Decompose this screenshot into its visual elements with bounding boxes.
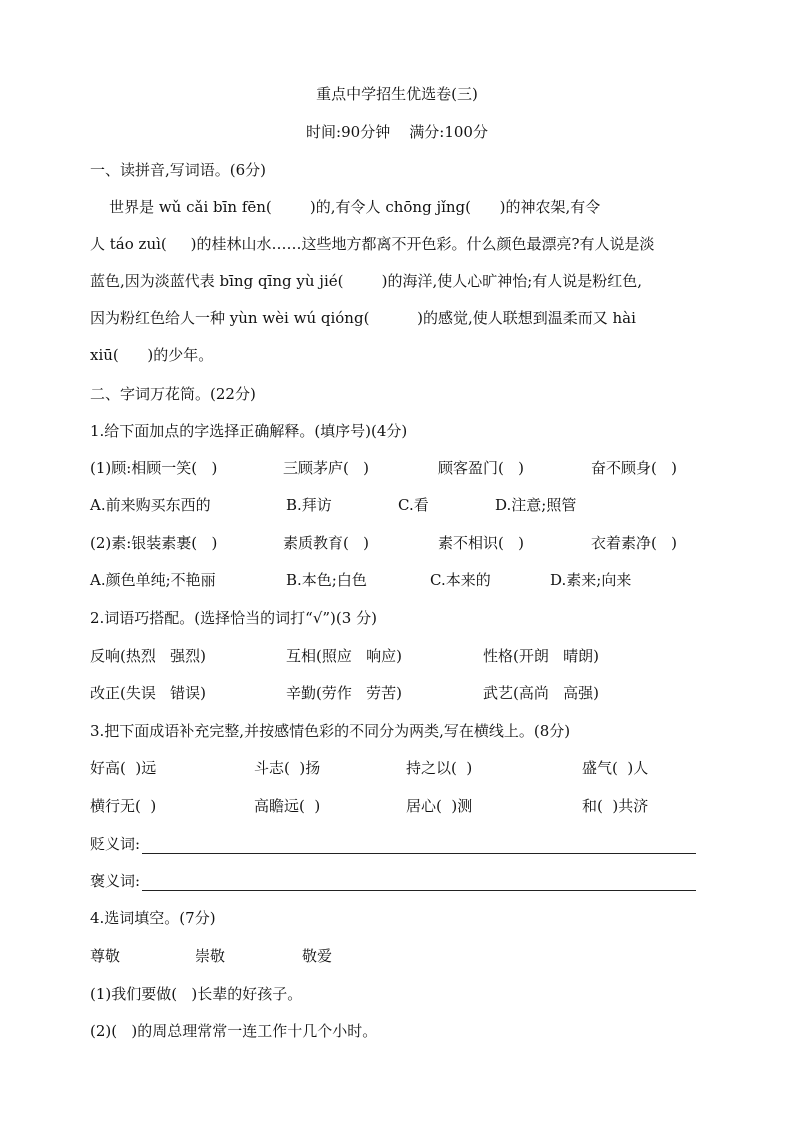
q1-row2-item-1: (2)素:银装素裹( )	[90, 534, 218, 552]
section1-line-4: 因为粉红色给人一种 yùn wèi wú qióng( )的感觉,使人联想到温柔而又 hài	[90, 309, 636, 327]
q4-item-1: (1)我们要做( )长辈的好孩子。	[90, 985, 303, 1003]
q2-row1-item-1: 反响(热烈 强烈)	[90, 647, 207, 665]
q3-row2-item-3: 居心( )测	[406, 797, 473, 815]
derogatory-answer-line[interactable]	[142, 839, 696, 854]
q3-row2-item-1: 横行无( )	[90, 797, 157, 815]
q3-row1-item-3: 持之以( )	[406, 759, 473, 777]
q1-row2-option-c: C.本来的	[430, 571, 491, 589]
q3-row2-item-4: 和( )共济	[582, 797, 649, 815]
q1-row1-option-a: A.前来购买东西的	[90, 496, 211, 514]
q1-row1-option-b: B.拜访	[286, 496, 332, 514]
q1-row2-option-a: A.颜色单纯;不艳丽	[90, 571, 216, 589]
q1-row1-item-2: 三顾茅庐( )	[283, 459, 370, 477]
section1-line-2: 人 táo zuì( )的桂林山水……这些地方都离不开色彩。什么颜色最漂亮?有人说是淡	[90, 235, 655, 253]
q1-heading: 1.给下面加点的字选择正确解释。(填序号)(4分)	[90, 422, 408, 440]
commendatory-label: 褒义词:	[90, 872, 141, 890]
q2-row2-item-2: 辛勤(劳作 劳苦)	[286, 684, 403, 702]
q2-row2-item-1: 改正(失误 错误)	[90, 684, 207, 702]
q3-row1-item-1: 好高( )远	[90, 759, 157, 777]
exam-title: 重点中学招生优选卷(三)	[316, 85, 478, 103]
commendatory-answer-line[interactable]	[142, 876, 696, 891]
q4-heading: 4.选词填空。(7分)	[90, 909, 216, 927]
q4-word-1: 尊敬	[90, 947, 121, 965]
section2-heading: 二、字词万花筒。(22分)	[90, 385, 256, 403]
q3-row2-item-2: 高瞻远( )	[254, 797, 321, 815]
q1-row1-option-d: D.注意;照管	[495, 496, 577, 514]
q4-word-3: 敬爱	[302, 947, 333, 965]
q1-row1-item-1: (1)顾:相顾一笑( )	[90, 459, 218, 477]
q2-row1-item-3: 性格(开朗 晴朗)	[483, 647, 600, 665]
q4-item-2: (2)( )的周总理常常一连工作十几个小时。	[90, 1022, 378, 1040]
q1-row1-item-4: 奋不顾身( )	[591, 459, 678, 477]
q4-word-2: 崇敬	[195, 947, 226, 965]
q2-row2-item-3: 武艺(高尚 高强)	[483, 684, 600, 702]
q2-row1-item-2: 互相(照应 响应)	[286, 647, 403, 665]
section1-line-1: 世界是 wǔ cǎi bīn fēn( )的,有令人 chōng jǐng( )的神农架,有令	[90, 198, 601, 216]
q1-row2-item-4: 衣着素净( )	[591, 534, 678, 552]
q1-row2-item-2: 素质教育( )	[283, 534, 370, 552]
section1-heading: 一、读拼音,写词语。(6分)	[90, 161, 267, 179]
derogatory-answer-row	[90, 834, 696, 854]
exam-meta: 时间:90分钟 满分:100分	[306, 123, 488, 141]
section1-line-5: xiū( )的少年。	[90, 346, 214, 364]
q2-heading: 2.词语巧搭配。(选择恰当的词打“√”)(3 分)	[90, 609, 377, 627]
q3-heading: 3.把下面成语补充完整,并按感情色彩的不同分为两类,写在横线上。(8分)	[90, 722, 571, 740]
commendatory-answer-row	[90, 871, 696, 891]
derogatory-label: 贬义词:	[90, 835, 141, 853]
q1-row1-option-c: C.看	[398, 496, 429, 514]
q1-row2-option-b: B.本色;白色	[286, 571, 367, 589]
q1-row2-option-d: D.素来;向来	[550, 571, 632, 589]
q3-row1-item-2: 斗志( )扬	[254, 759, 321, 777]
q1-row1-item-3: 顾客盈门( )	[438, 459, 525, 477]
section1-line-3: 蓝色,因为淡蓝代表 bīng qīng yù jié( )的海洋,使人心旷神怡;有人说是粉红色,	[90, 272, 643, 290]
q3-row1-item-4: 盛气( )人	[582, 759, 649, 777]
q1-row2-item-3: 素不相识( )	[438, 534, 525, 552]
